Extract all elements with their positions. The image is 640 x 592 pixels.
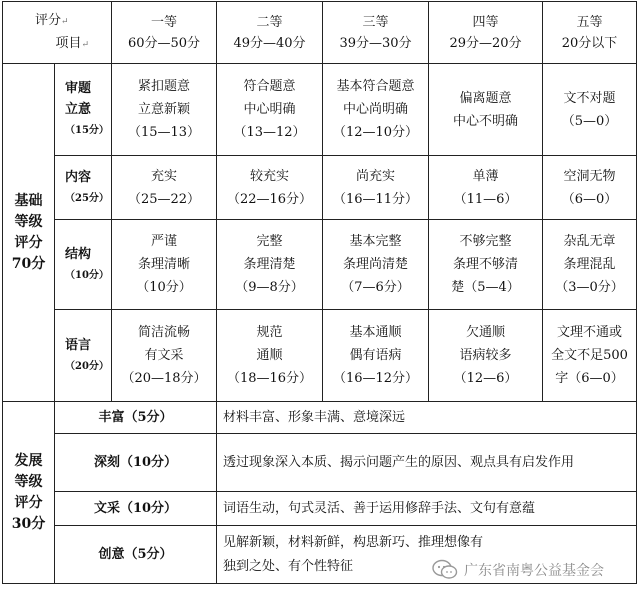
grade-cell: 较充实 （22—16分） — [217, 156, 323, 220]
header-item-label: 项目 — [55, 35, 82, 51]
development-item-name: 丰富（5分） — [55, 402, 217, 434]
grade-cell: 规范 通顺 （18—16分） — [217, 310, 323, 402]
basic-category-label: 基础 等级 评分 70分 — [3, 64, 55, 402]
grade-cell: 紧扣题意 立意新颖 （15—13） — [112, 64, 217, 156]
chat-bubbles-icon — [432, 559, 458, 581]
criterion-name-language: 语言 （20分） — [55, 310, 112, 402]
development-category-label: 发展 等级 评分 30分 — [3, 402, 55, 584]
grade-cell: 文不对题 （5—0） — [543, 64, 637, 156]
criterion-row-content — [3, 156, 637, 220]
grade-header-1: 一等 60分—50分 — [112, 2, 217, 64]
grade-cell: 基本完整 条理尚清楚 （7—6分） — [323, 220, 429, 310]
development-row-rich — [3, 402, 637, 434]
grade-cell: 单薄 （11—6） — [429, 156, 543, 220]
grade-cell: 欠通顺 语病较多 （12—6） — [429, 310, 543, 402]
grade-header-4: 四等 29分—20分 — [429, 2, 543, 64]
criterion-name-content: 内容 （25分） — [55, 156, 112, 220]
development-item-desc: 词语生动，句式灵活、善于运用修辞手法、文句有意蕴 — [217, 492, 637, 526]
grade-cell: 偏离题意 中心不明确 — [429, 64, 543, 156]
development-item-desc: 见解新颖，材料新鲜，构思新巧、推理想像有独到之处、有个性特征 — [217, 526, 637, 584]
grade-cell: 充实 （25—22） — [112, 156, 217, 220]
grade-cell: 杂乱无章 条理混乱 （3—0分） — [543, 220, 637, 310]
grade-cell: 基本通顺 偶有语病 （16—12分） — [323, 310, 429, 402]
header-row — [3, 2, 637, 64]
watermark — [432, 555, 632, 585]
criterion-row-theme — [3, 64, 637, 156]
criterion-name-theme: 审题 立意 （15分） — [55, 64, 112, 156]
watermark-text: 广东省南粤公益基金会 — [464, 563, 604, 579]
criterion-row-structure — [3, 220, 637, 310]
scoring-rubric-table — [2, 1, 637, 584]
grade-cell: 基本符合题意 中心尚明确 （12—10分） — [323, 64, 429, 156]
grade-cell: 空洞无物 （6—0） — [543, 156, 637, 220]
header-score-label: 评分 — [35, 12, 62, 28]
grade-cell: 简洁流畅 有文采 （20—18分） — [112, 310, 217, 402]
grade-cell: 符合题意 中心明确 （13—12） — [217, 64, 323, 156]
grade-cell: 完整 条理清楚 （9—8分） — [217, 220, 323, 310]
grade-header-5: 五等 20分以下 — [543, 2, 637, 64]
header-corner-cell: 评分↵ 项目↵ — [3, 2, 112, 64]
development-item-name: 深刻（10分） — [55, 434, 217, 492]
grade-header-2: 二等 49分—40分 — [217, 2, 323, 64]
grade-header-3: 三等 39分—30分 — [323, 2, 429, 64]
criterion-name-structure: 结构 （10分） — [55, 220, 112, 310]
grade-cell: 不够完整 条理不够清 楚（5—4） — [429, 220, 543, 310]
development-item-desc: 透过现象深入本质、揭示问题产生的原因、观点具有启发作用 — [217, 434, 637, 492]
criterion-row-language — [3, 310, 637, 402]
grade-cell: 尚充实 （16—11分） — [323, 156, 429, 220]
development-item-name: 文采（10分） — [55, 492, 217, 526]
development-item-desc: 材料丰富、形象丰满、意境深远 — [217, 402, 637, 434]
development-item-name: 创意（5分） — [55, 526, 217, 584]
grade-cell: 文理不通或 全文不足500 字（6—0） — [543, 310, 637, 402]
development-row-deep — [3, 434, 637, 492]
development-row-style — [3, 492, 637, 526]
grade-cell: 严谨 条理清晰 （10分） — [112, 220, 217, 310]
